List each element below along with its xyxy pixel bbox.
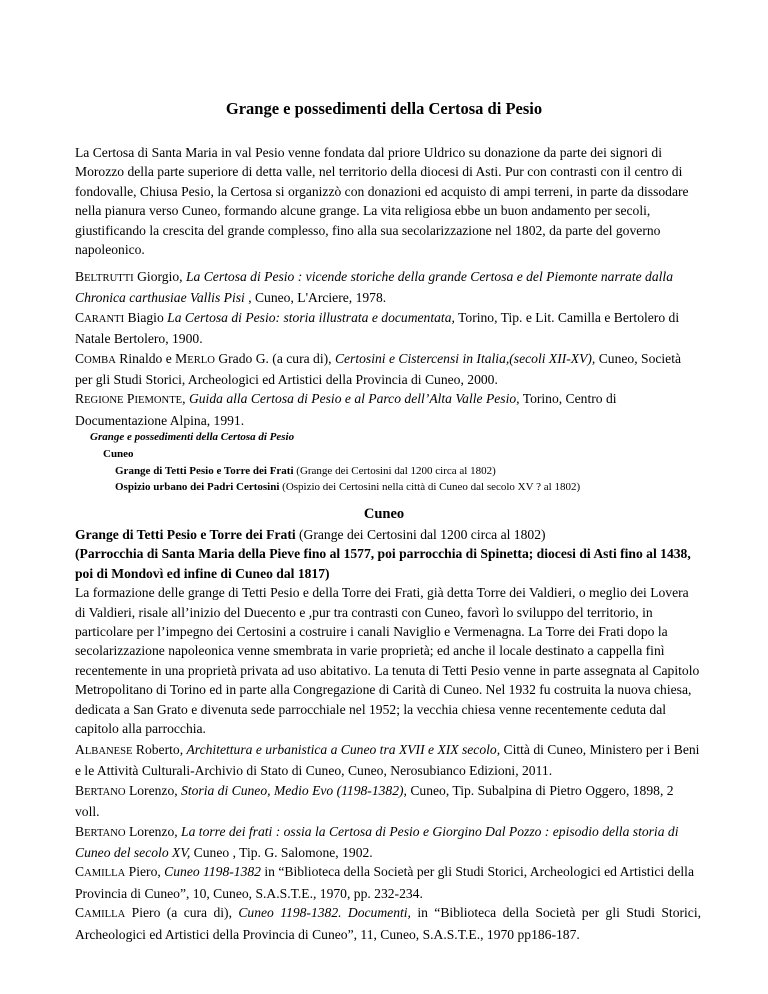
page-title: Grange e possedimenti della Certosa di Pesio xyxy=(225,99,543,118)
toc-level2[interactable]: Cuneo xyxy=(103,447,134,460)
section-title: Cuneo xyxy=(363,506,405,522)
toc-item[interactable]: Ospizio urbano dei Padri Certosini (Ospizio dei Certosini nella città di Cuneo dal secolo XV ? al 1802) xyxy=(115,481,581,494)
bib-entry: BELTRUTTI Giorgio, La Certosa di Pesio : vicende storiche della grande Certosa e del Piemonte narrate dalla Chronica carthusiae Vallis Pisi , Cuneo, L'Arciere, 1978. xyxy=(75,269,674,306)
bib-entry: CAMILLA Piero (a cura di), Cuneo 1198-1382. Documenti, in “Biblioteca della Società per gli Studi Storici, Archeologici ed Artistici della Provincia di Cuneo”, 11, Cuneo, S.A.S.T.E., 1970 pp186-187. xyxy=(75,905,702,942)
bib-entry: ALBANESE Roberto, Architettura e urbanistica a Cuneo tra XVII e XIX secolo, Città di Cuneo, Ministero per i Beni e le Attività Culturali-Archivio di Stato di Cuneo, Cuneo, Nerosubianco Edizioni, 2011. xyxy=(75,742,700,779)
bib-entry: CAMILLA Piero, Cuneo 1198-1382 in “Biblioteca della Società per gli Studi Storici, Archeologici ed Artistici della Provincia di Cuneo”, 10, Cuneo, S.A.S.T.E., 1970, pp. 232-234. xyxy=(75,864,694,901)
toc-root[interactable]: Grange e possedimenti della Certosa di Pesio xyxy=(90,431,295,443)
bibliography-1 xyxy=(75,267,701,430)
bib-entry: BERTANO Lorenzo, Storia di Cuneo, Medio Evo (1198-1382), Cuneo, Tip. Subalpina di Pietro Oggero, 1898, 2 voll. xyxy=(75,782,674,820)
bib-entry: CARANTI Biagio La Certosa di Pesio: storia illustrata e documentata, Torino, Tip. e Lit. Camilla e Bertolero di Natale Bertolero, 1900. xyxy=(75,309,680,347)
cuneo-section xyxy=(75,525,701,738)
bib-entry: COMBA Rinaldo e MERLO Grado G. (a cura di), Certosini e Cistercensi in Italia,(secoli XII-XV), Cuneo, Società per gli Studi Storici, Archeologici ed Artistici della Provincia di Cuneo, 2000. xyxy=(75,350,682,388)
intro-paragraph: La Certosa di Santa Maria in val Pesio venne fondata dal priore Uldrico su donazione da parte dei signori di Morozzo della parte superiore di detta valle, nel territorio della diocesi di Asti. Pur con contrasti con il centro di fondovalle, Chiusa Pesio, la Certosa si organizzò con donazioni ed acquisto di ampi terreni, in parte da dissodare nella pianura verso Cuneo, formando alcune grange. La vita religiosa ebbe un buon andamento per secoli, giustificando la crescita del grande complesso, fino alla sua secolarizzazione nel 1802, da parte del governo napoleonico. xyxy=(75,145,689,258)
parish-note: (Parrocchia di Santa Maria della Pieve fino al 1577, poi parrocchia di Spinetta; diocesi di Asti fino al 1438, poi di Mondovì ed infine di Cuneo dal 1817) xyxy=(75,546,691,581)
section-body: La formazione delle grange di Tetti Pesio e della Torre dei Frati, già detta Torre dei Valdieri, o meglio dei Lovera di Valdieri, risale all’inizio del Duecento e ,pur tra contrasti con Cuneo, favorì lo sviluppo del territorio, in particolare per l’impegno dei Certosini a costruire i canali Naviglio e Vermenagna. La Torre dei Frati dopo la secolarizzazione napoleonica venne smembrata in varie proprietà; ed anche il locale destinato a cappella finì recentemente in una proprietà privata ad uso abitativo. La tenuta di Tetti Pesio venne in parte assegnata al Capitolo Metropolitano di Torino ed in parte alla Congregazione di Carità di Cuneo. Nel 1932 fu costruita la nuova chiesa, dedicata a San Grato e divenuta sede parrocchiale nel 1952; la vecchia chiesa venne recentemente ceduta dal capitolo alla parrocchia. xyxy=(75,585,700,737)
bib-entry: BERTANO Lorenzo, La torre dei frati : ossia la Certosa di Pesio e Giorgino Dal Pozzo : episodio della storia di Cuneo del secolo XV, Cuneo , Tip. G. Salomone, 1902. xyxy=(75,823,679,861)
toc-item[interactable]: Grange di Tetti Pesio e Torre dei Frati (Grange dei Certosini dal 1200 circa al 1802) xyxy=(115,464,496,477)
bibliography-2 xyxy=(75,740,701,944)
section-heading: Grange di Tetti Pesio e Torre dei Frati (Grange dei Certosini dal 1200 circa al 1802) xyxy=(75,527,546,542)
bib-entry: REGIONE PIEMONTE, Guida alla Certosa di Pesio e al Parco dell’Alta Valle Pesio, Torino, Centro di Documentazione Alpina, 1991. xyxy=(75,391,617,428)
table-of-contents xyxy=(90,429,710,496)
